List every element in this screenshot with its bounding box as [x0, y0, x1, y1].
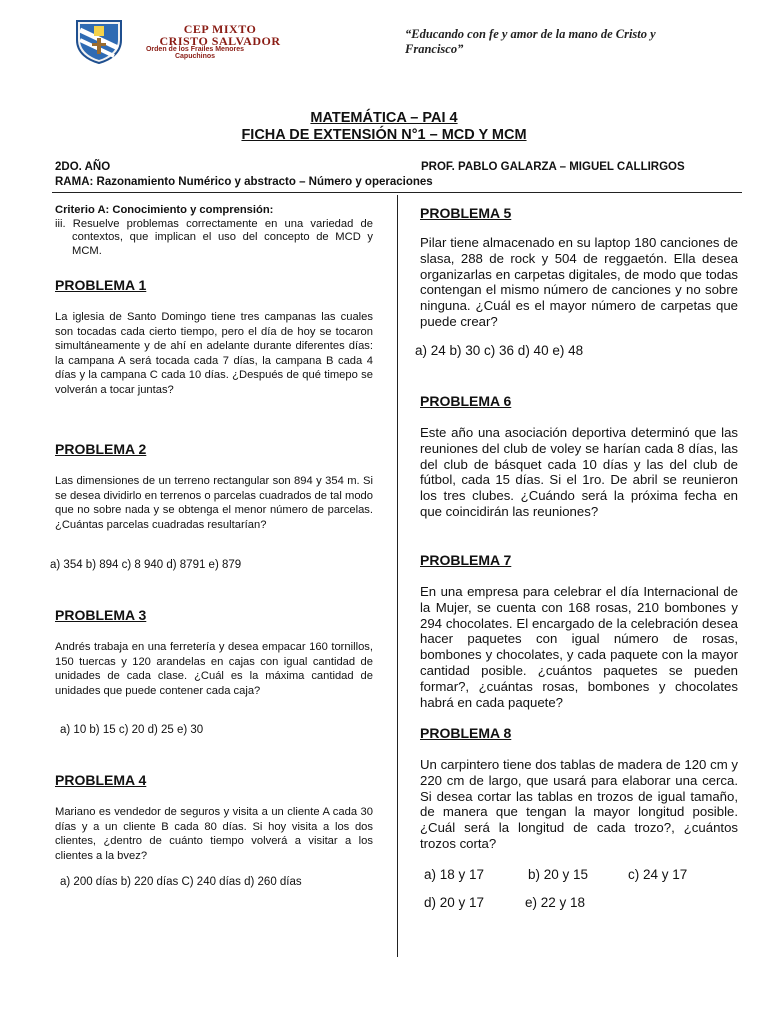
criteria-heading: Criterio A: Conocimiento y comprensión: [55, 204, 274, 216]
column-divider [397, 195, 398, 957]
school-name [140, 23, 300, 47]
problem-8-option-d: d) 20 y 17 [424, 895, 485, 910]
page-subtitle: FICHA DE EXTENSIÓN N°1 – MCD Y MCM [241, 127, 527, 143]
problem-1-title: PROBLEMA 1 [55, 277, 147, 293]
problem-8-option-a: a) 18 y 17 [424, 867, 485, 882]
problem-8-title: PROBLEMA 8 [420, 725, 512, 741]
problem-2-title: PROBLEMA 2 [55, 441, 147, 457]
problem-4-text: Mariano es vendedor de seguros y visita a un cliente A cada 30 días y a un cliente B cada 80 días. Si hoy visita a los dos clientes, ¿dentro de cuánto tiempo volverá a visitar a los clientes a la bvez? [55, 806, 373, 862]
problem-4-options: a) 200 días b) 220 días C) 240 días d) 260 días [60, 876, 302, 888]
school-crest-logo [74, 18, 124, 64]
criteria-item: iii. Resuelve problemas correctamente en una variedad de contextos, que implican el uso del concepto de MCD y MCM. [55, 217, 373, 257]
problem-8-text: Un carpintero tiene dos tablas de madera de 120 cm y 220 cm de largo, que usará para elaborar una cerca. Si desea cortar las tablas en trozos de igual tamaño, de manera que tengan la mayor longitud posible. ¿Cuál será la longitud de cada trozo?, ¿cuántos trozos corta? [420, 757, 738, 851]
problem-5-title: PROBLEMA 5 [420, 205, 512, 221]
school-motto: “Educando con fe y amor de la mano de Cristo y Francisco” [405, 27, 656, 56]
school-name-line2: CRISTO SALVADOR [159, 34, 281, 48]
criteria-block [55, 203, 373, 258]
problem-3-text: Andrés trabaja en una ferretería y desea empacar 160 tornillos, 150 tuercas y 120 arandelas en cajas con igual cantidad de unidades de cada clase. ¿Cuál es la máxima cantidad de unidades que puede contener cada caja? [55, 641, 373, 697]
problem-4-title: PROBLEMA 4 [55, 772, 147, 788]
problem-1-text: La iglesia de Santo Domingo tiene tres campanas las cuales son tocadas cada cierto tiempo, pero el día de hoy se tocaron simultáneamente y de ahí en adelante durante diferentes días: la campana A será tocada cada 7 días, la campana B cada 4 días y la campana C cada 10 días. ¿Después de qué timepo se volverán a tocar juntas? [55, 311, 373, 396]
problem-3-options: a) 10 b) 15 c) 20 d) 25 e) 30 [60, 724, 204, 736]
problem-7-title: PROBLEMA 7 [420, 552, 512, 568]
problem-7-text: En una empresa para celebrar el día Internacional de la Mujer, se cuenta con 168 rosas, 210 bombones y 294 chocolates. El encargado de la celebración desea hacer paquetes con igual número de rosas, bombones y chocolates, y cada paquete con la mayor cantidad posible. ¿cuántos paquetes se pueden formar?, ¿cuántas rosas, bombones y chocolates habrá en cada paquete? [420, 584, 738, 710]
page-title: MATEMÁTICA – PAI 4 [310, 110, 458, 126]
problem-5-options: a) 24 b) 30 c) 36 d) 40 e) 48 [415, 343, 584, 358]
grade-label: 2DO. AÑO [55, 161, 111, 173]
problem-8-option-e: e) 22 y 18 [525, 895, 586, 910]
branch-label: RAMA: Razonamiento Numérico y abstracto – Número y operaciones [55, 176, 433, 188]
problem-3-title: PROBLEMA 3 [55, 607, 147, 623]
school-name-line1: CEP MIXTO [183, 22, 257, 36]
problem-5-text: Pilar tiene almacenado en su laptop 180 canciones de slasa, 288 de rock y 504 de reggaetón. Ella desea organizarlas en carpetas digitales, de modo que todas contengan el mismo número de canciones y no sobre ninguna. ¿Cuál es el mayor número de carpetas que puede crear? [420, 235, 738, 329]
school-subtitle: Orden de los Frailes Menores Capuchinos [145, 46, 245, 60]
problem-6-text: Este año una asociación deportiva determinó que las reuniones del club de voley se harían cada 8 días, las del club de básquet cada 10 días y las del club de fútbol, cada 15 días. Si el 1ro. De abril se reunieron los tres clubes. ¿Cuándo será la próxima fecha en que coincidirán las reuniones? [420, 425, 738, 519]
problem-6-title: PROBLEMA 6 [420, 393, 512, 409]
problem-8-option-b: b) 20 y 15 [528, 867, 589, 882]
problem-8-option-c: c) 24 y 17 [628, 867, 688, 882]
teachers-label: PROF. PABLO GALARZA – MIGUEL CALLIRGOS [421, 161, 685, 173]
header-divider [52, 192, 742, 193]
problem-2-options: a) 354 b) 894 c) 8 940 d) 8791 e) 879 [50, 559, 242, 571]
problem-2-text: Las dimensiones de un terreno rectangular son 894 y 354 m. Si se desea dividirlo en terrenos o parcelas cuadrados de tal modo que no sobre nada y se obtenga el menor número de parcelas. ¿Cuántas parcelas cuadradas resultarían? [55, 475, 373, 531]
